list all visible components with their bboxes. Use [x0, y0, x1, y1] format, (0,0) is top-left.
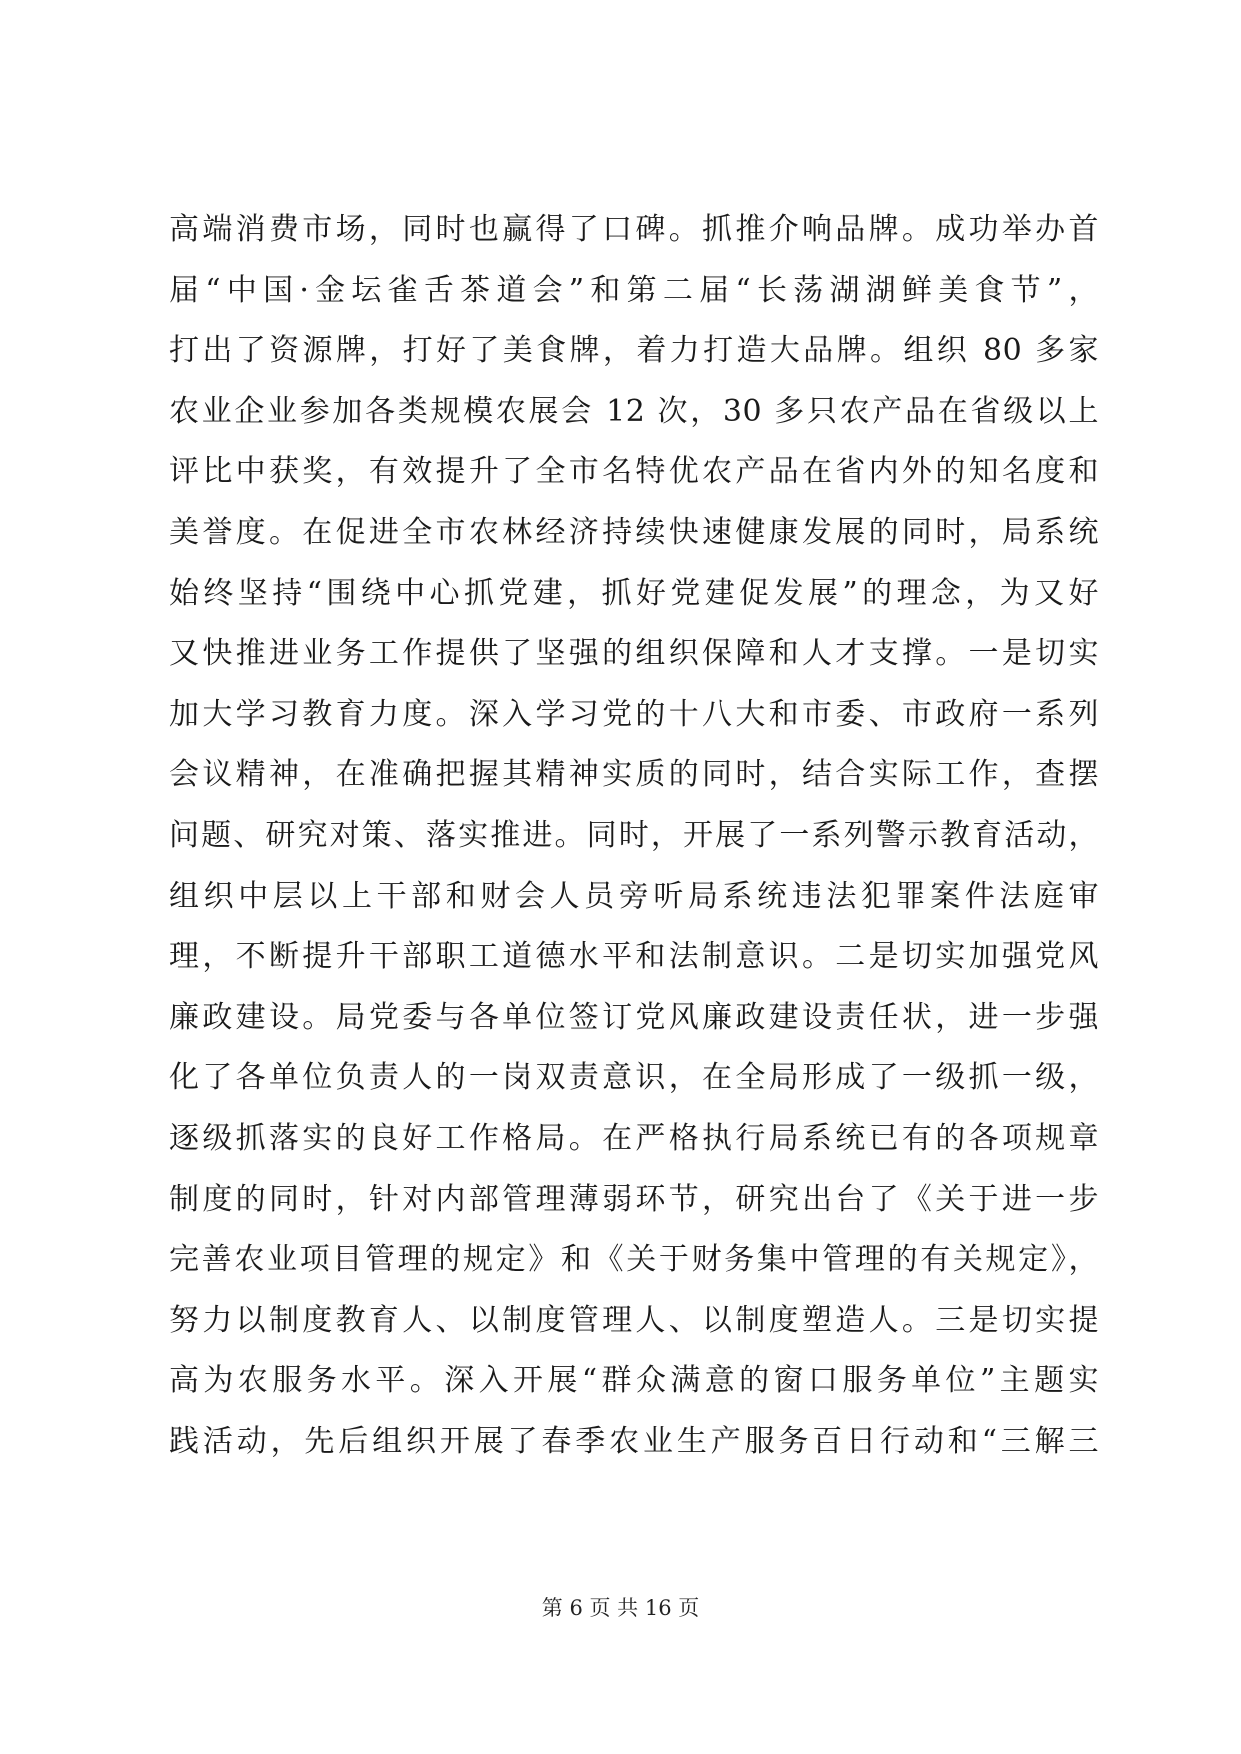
body-text — [169, 200, 1099, 1472]
text-line: 组织中层以上干部和财会人员旁听局系统违法犯罪案件法庭审 — [169, 878, 1099, 914]
page-number-footer: 第 6 页 共 16 页 — [541, 1596, 700, 1620]
text-line: 高端消费市场，同时也赢得了口碑。抓推介响品牌。成功举办首 — [169, 212, 1099, 247]
text-line: 届“中国·金坛雀舌茶道会”和第二届“长荡湖湖鲜美食节”， — [169, 272, 1099, 308]
text-line: 问题、研究对策、落实推进。同时，开展了一系列警示教育活动， — [169, 817, 1099, 853]
text-line: 践活动，先后组织开展了春季农业生产服务百日行动和“三解三 — [169, 1423, 1099, 1459]
text-line: 完善农业项目管理的规定》和《关于财务集中管理的有关规定》， — [169, 1242, 1099, 1278]
text-line: 评比中获奖，有效提升了全市名特优农产品在省内外的知名度和 — [169, 454, 1099, 490]
text-line: 高为农服务水平。深入开展“群众满意的窗口服务单位”主题实 — [169, 1363, 1099, 1399]
text-line: 会议精神，在准确把握其精神实质的同时，结合实际工作，查摆 — [169, 757, 1099, 793]
text-line: 又快推进业务工作提供了坚强的组织保障和人才支撑。一是切实 — [169, 636, 1099, 672]
text-line: 逐级抓落实的良好工作格局。在严格执行局系统已有的各项规章 — [169, 1120, 1099, 1156]
text-line: 打出了资源牌，打好了美食牌，着力打造大品牌。组织 80 多家 — [169, 333, 1099, 369]
text-line: 廉政建设。局党委与各单位签订党风廉政建设责任状，进一步强 — [169, 999, 1099, 1035]
text-line: 农业企业参加各类规模农展会 12 次，30 多只农产品在省级以上 — [169, 393, 1099, 429]
text-line: 化了各单位负责人的一岗双责意识，在全局形成了一级抓一级， — [169, 1060, 1099, 1096]
text-line: 加大学习教育力度。深入学习党的十八大和市委、市政府一系列 — [169, 696, 1099, 732]
text-line: 努力以制度教育人、以制度管理人、以制度塑造人。三是切实提 — [169, 1302, 1099, 1338]
text-line: 制度的同时，针对内部管理薄弱环节，研究出台了《关于进一步 — [169, 1181, 1099, 1217]
text-line: 始终坚持“围绕中心抓党建，抓好党建促发展”的理念，为又好 — [169, 575, 1099, 611]
text-line: 美誉度。在促进全市农林经济持续快速健康发展的同时，局系统 — [169, 514, 1099, 550]
text-line: 理，不断提升干部职工道德水平和法制意识。二是切实加强党风 — [169, 939, 1099, 975]
